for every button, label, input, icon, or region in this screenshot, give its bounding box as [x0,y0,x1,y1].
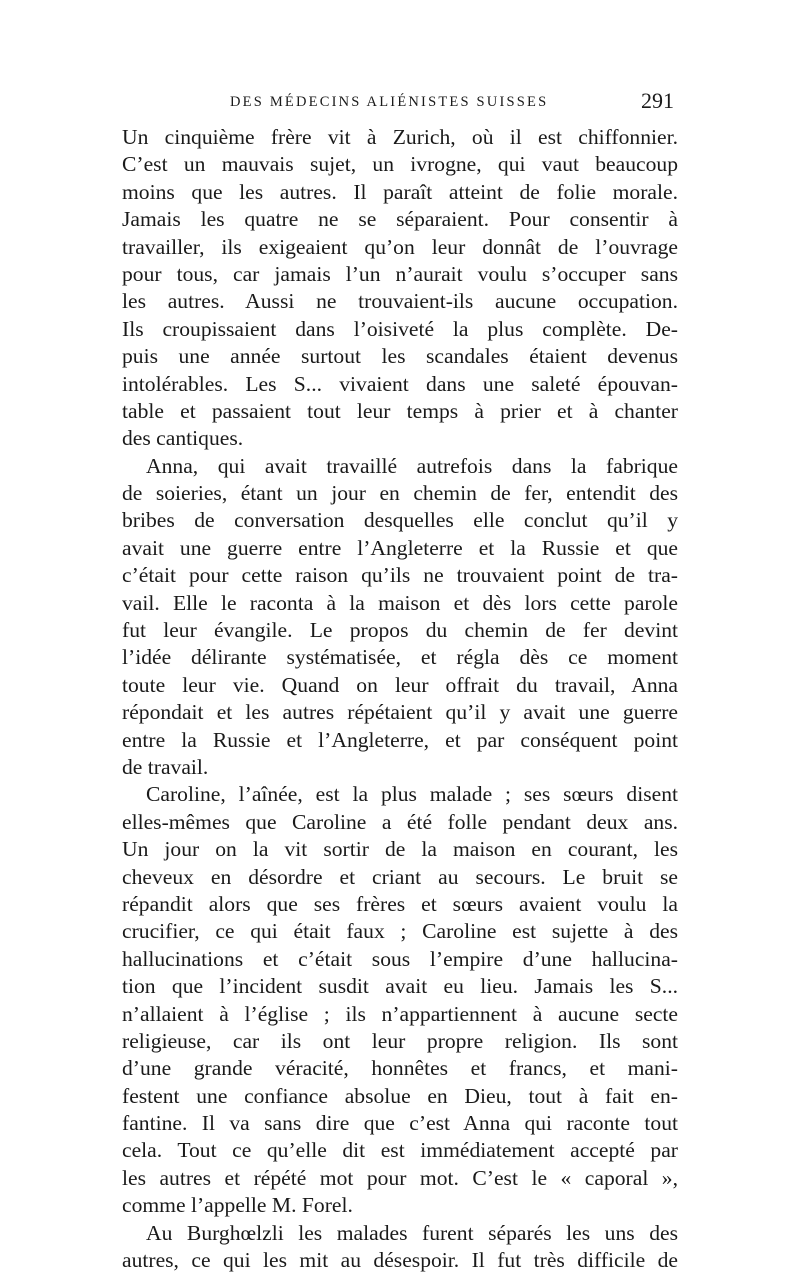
text-line: entre la Russie et l’Angleterre, et par conséquent point [122,727,678,752]
text-line: toute leur vie. Quand on leur offrait du travail, Anna [122,672,678,697]
text-line: n’allaient à l’église ; ils n’appartiennent à aucune secte [122,1001,678,1026]
text-line: c’était pour cette raison qu’ils ne trouvaient point de tra- [122,563,678,588]
text-line: répondait et les autres répétaient qu’il y avait une guerre [122,700,678,725]
text-line: fut leur évangile. Le propos du chemin de fer devint [122,618,678,643]
running-title: DES MÉDECINS ALIÉNISTES SUISSES [230,94,549,110]
text-line: fantine. Il va sans dire que c’est Anna qui raconte tout [122,1111,678,1136]
paragraph-first-line: Caroline, l’aînée, est la plus malade ; ses sœurs disent [146,782,678,807]
paragraph-first-line: Au Burghœlzli les malades furent séparés les uns des [146,1220,678,1245]
text-line: elles-mêmes que Caroline a été folle pendant deux ans. [122,809,678,834]
text-line: les autres et répété mot pour mot. C’est le « caporal », [122,1165,678,1190]
text-line: vail. Elle le raconta à la maison et dès lors cette parole [122,590,678,615]
text-line: C’est un mauvais sujet, un ivrogne, qui vaut beaucoup [122,152,678,177]
text-line: de travail. [122,754,209,779]
paragraph-first-line: Anna, qui avait travaillé autrefois dans la fabrique [146,453,678,478]
text-line: intolérables. Les S... vivaient dans une saleté épouvan- [122,371,678,396]
text-line: de soieries, étant un jour en chemin de fer, entendit des [122,481,678,506]
text-line: religieuse, car ils ont leur propre religion. Ils sont [122,1028,678,1053]
book-page [122,88,678,1274]
text-line: Un cinquième frère vit à Zurich, où il est chiffonnier. [122,125,678,149]
text-line: Un jour on la vit sortir de la maison en courant, les [122,837,678,862]
text-line: hallucinations et c’était sous l’empire d’une hallucina- [122,946,678,971]
body-text [122,124,678,1274]
text-line: des cantiques. [122,426,244,451]
text-line: d’une grande véracité, honnêtes et francs, et mani- [122,1056,678,1081]
text-line: les autres. Aussi ne trouvaient-ils aucune occupation. [122,289,678,314]
text-line: crucifier, ce qui était faux ; Caroline est sujette à des [122,919,678,944]
text-line: Ils croupissaient dans l’oisiveté la plus complète. De- [122,316,678,341]
text-line: festent une confiance absolue en Dieu, tout à fait en- [122,1083,678,1108]
text-line: table et passaient tout leur temps à prier et à chanter [122,398,678,423]
text-line: tion que l’incident susdit avait eu lieu. Jamais les S... [122,974,678,999]
text-line: bribes de conversation desquelles elle conclut qu’il y [122,508,678,533]
text-line: autres, ce qui les mit au désespoir. Il fut très difficile de [122,1248,678,1273]
text-line: Jamais les quatre ne se séparaient. Pour consentir à [122,207,678,232]
page-number: 291 [641,88,674,113]
text-line: l’idée délirante systématisée, et régla dès ce moment [122,645,678,670]
text-line: travailler, ils exigeaient qu’on leur donnât de l’ouvrage [122,234,678,259]
text-line: puis une année surtout les scandales étaient devenus [122,344,678,369]
text-line: pour tous, car jamais l’un n’aurait voulu s’occuper sans [122,261,678,286]
text-line: comme l’appelle M. Forel. [122,1193,353,1218]
running-head [122,88,678,124]
text-line: moins que les autres. Il paraît atteint de folie morale. [122,179,678,204]
text-line: répandit alors que ses frères et sœurs avaient voulu la [122,891,678,916]
text-line: avait une guerre entre l’Angleterre et la Russie et que [122,535,678,560]
text-line: cela. Tout ce qu’elle dit est immédiatement accepté par [122,1138,678,1163]
text-line: cheveux en désordre et criant au secours. Le bruit se [122,864,678,889]
